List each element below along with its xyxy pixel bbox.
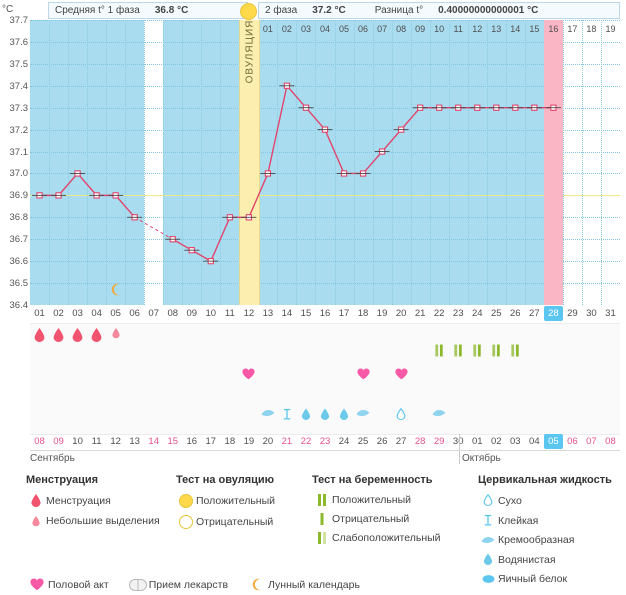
- calendar-date-strip[interactable]: [30, 434, 620, 450]
- pregnancy-test-marker[interactable]: [468, 344, 487, 360]
- phase2-day-number: 07: [377, 24, 388, 34]
- y-axis-tick: 37.2: [9, 124, 28, 136]
- cycle-day-18[interactable]: 18: [357, 308, 369, 319]
- phase2-day-number: 15: [529, 24, 540, 34]
- cycle-day-27[interactable]: 27: [529, 308, 540, 319]
- calendar-date-17[interactable]: 17: [205, 436, 217, 447]
- calendar-date-07[interactable]: 07: [586, 436, 597, 447]
- calendar-date-05[interactable]: 05: [544, 434, 563, 449]
- legend-label-dry: Сухо: [498, 494, 522, 507]
- legend-col-cervical-fluid: [478, 474, 626, 592]
- phase2-day-number: 13: [491, 24, 502, 34]
- cycle-day-01[interactable]: 01: [34, 308, 45, 319]
- legend-item-sticky: [478, 514, 626, 527]
- calendar-date-25[interactable]: 25: [357, 436, 369, 447]
- cycle-day-30[interactable]: 30: [586, 308, 597, 319]
- phase2-day-number: 16: [548, 24, 559, 34]
- menstruation-marker[interactable]: [68, 328, 87, 346]
- legend-item-ov-positive: [176, 494, 316, 508]
- y-axis-tick: 37.1: [9, 146, 28, 158]
- calendar-date-10[interactable]: 10: [72, 436, 83, 447]
- legend-label-watery: Водянистая: [498, 553, 556, 566]
- legend-label-creamy: Кремообразная: [498, 534, 575, 546]
- y-axis-tick: 37.4: [9, 80, 28, 92]
- phase2-value: 37.2 °C: [312, 5, 346, 16]
- calendar-date-16[interactable]: 16: [186, 436, 198, 447]
- legend-item-menstruation: [26, 494, 171, 508]
- cervical-fluid-marker-creamy[interactable]: [354, 408, 373, 421]
- legend-title-pregnancy-test: Тест на беременность: [312, 474, 433, 486]
- cycle-day-12[interactable]: 12: [243, 308, 255, 319]
- calendar-date-02[interactable]: 02: [490, 436, 502, 447]
- cycle-day-14[interactable]: 14: [281, 308, 293, 319]
- legend-item-medication: [127, 579, 228, 591]
- cervical-fluid-marker-watery[interactable]: [296, 408, 315, 424]
- calendar-date-18[interactable]: 18: [224, 436, 236, 447]
- creamy-icon: [478, 535, 498, 545]
- menstruation-marker[interactable]: [87, 328, 106, 346]
- cycle-day-23[interactable]: 23: [452, 308, 464, 319]
- calendar-date-12[interactable]: 12: [110, 436, 121, 447]
- legend-label-light-flow: Небольшие выделения: [46, 515, 160, 527]
- phase1-summary: [48, 2, 248, 19]
- y-axis-tick: 37.3: [9, 102, 28, 114]
- ovulation-band-label: ОВУЛЯЦИЯ: [244, 20, 256, 84]
- phase2-summary: [258, 2, 620, 19]
- legend-label-moon: Лунный календарь: [268, 578, 360, 591]
- pregnancy-test-marker[interactable]: [430, 344, 449, 360]
- calendar-date-08[interactable]: 08: [34, 436, 45, 447]
- month-right-label: Октябрь: [462, 453, 501, 464]
- legend-item-preg-negative: [312, 513, 482, 525]
- phase2-label: 2 фаза: [265, 5, 298, 16]
- phase2-day-number: 09: [415, 24, 426, 34]
- cycle-day-03[interactable]: 03: [72, 308, 83, 319]
- calendar-date-14[interactable]: 14: [148, 436, 159, 447]
- cycle-day-29[interactable]: 29: [567, 308, 578, 319]
- calendar-date-01[interactable]: 01: [471, 436, 483, 447]
- cervical-fluid-marker-creamy[interactable]: [258, 408, 277, 421]
- watery-icon: [478, 553, 498, 566]
- cycle-day-02[interactable]: 02: [53, 308, 64, 319]
- legend-title-ovulation-test: Тест на овуляцию: [176, 474, 275, 486]
- pregnancy-test-marker[interactable]: [506, 344, 525, 360]
- legend-label-ov-positive: Положительный: [196, 495, 276, 507]
- menstruation-light-marker[interactable]: [106, 328, 125, 342]
- phase1-value: 36.8 °C: [154, 5, 189, 16]
- phase2-day-number: 10: [434, 24, 445, 34]
- empty-circle-icon: [176, 515, 196, 529]
- cycle-day-09[interactable]: 09: [186, 308, 198, 319]
- day-number-strip[interactable]: [30, 306, 620, 322]
- month-left-label: Сентябрь: [30, 453, 75, 464]
- cycle-day-04[interactable]: 04: [91, 308, 102, 319]
- cycle-day-19[interactable]: 19: [376, 308, 388, 319]
- calendar-date-23[interactable]: 23: [319, 436, 331, 447]
- calendar-date-03[interactable]: 03: [510, 436, 521, 447]
- calendar-date-06[interactable]: 06: [567, 436, 578, 447]
- cycle-day-20[interactable]: 20: [395, 308, 407, 319]
- legend-col-ovulation-test: [176, 474, 316, 536]
- legend-label-intercourse: Половой акт: [48, 578, 109, 591]
- cervical-fluid-marker-sticky[interactable]: [277, 408, 296, 424]
- y-axis-unit: °C: [2, 4, 14, 15]
- cervical-fluid-marker-dry[interactable]: [392, 408, 411, 424]
- legend-label-ov-negative: Отрицательный: [196, 516, 274, 528]
- two-bars-icon: [312, 494, 332, 506]
- legend-item-moon: [246, 578, 360, 591]
- y-axis-tick: 36.8: [9, 212, 28, 224]
- phase2-day-number: 06: [358, 24, 369, 34]
- cycle-day-24[interactable]: 24: [471, 308, 483, 319]
- cycle-day-10[interactable]: 10: [205, 308, 217, 319]
- temperature-line: [30, 20, 620, 305]
- ovulation-dot-icon: [240, 3, 257, 20]
- cycle-day-05[interactable]: 05: [110, 308, 121, 319]
- legend-col-pregnancy-test: [312, 474, 482, 551]
- calendar-date-09[interactable]: 09: [53, 436, 64, 447]
- phase2-day-number: 08: [396, 24, 407, 34]
- y-axis-tick: 37.7: [9, 15, 28, 26]
- y-axis-tick: 37.6: [9, 36, 28, 48]
- calendar-date-11[interactable]: 11: [91, 436, 102, 447]
- phase2-day-number: 17: [567, 24, 578, 34]
- legend-title-menstruation: Менструация: [26, 474, 99, 486]
- calendar-date-22[interactable]: 22: [300, 436, 312, 447]
- calendar-date-21[interactable]: 21: [281, 436, 293, 447]
- legend-item-light-flow: [26, 515, 171, 527]
- phase2-day-number: 04: [319, 24, 330, 34]
- menstruation-marker[interactable]: [49, 328, 68, 346]
- calendar-date-19[interactable]: 19: [243, 436, 255, 447]
- cervical-fluid-marker-creamy[interactable]: [430, 408, 449, 421]
- cervical-fluid-marker-watery[interactable]: [335, 408, 354, 424]
- cycle-day-21[interactable]: 21: [414, 308, 426, 319]
- legend-item-intercourse: [26, 578, 109, 591]
- chart-header: [30, 2, 620, 20]
- y-axis-tick: 36.7: [9, 234, 28, 246]
- calendar-date-27[interactable]: 27: [395, 436, 407, 447]
- cycle-day-26[interactable]: 26: [510, 308, 521, 319]
- y-axis-tick: 37.0: [9, 168, 28, 180]
- cycle-day-08[interactable]: 08: [167, 308, 179, 319]
- legend-item-preg-weak: [312, 532, 482, 544]
- calendar-date-20[interactable]: 20: [262, 436, 274, 447]
- y-axis-tick: 36.9: [9, 190, 28, 202]
- calendar-date-30[interactable]: 30: [452, 436, 464, 447]
- legend: [26, 474, 616, 592]
- month-labels: [30, 450, 620, 465]
- intercourse-marker[interactable]: [392, 368, 411, 383]
- legend-item-creamy: [478, 534, 626, 546]
- intercourse-marker[interactable]: [354, 368, 373, 383]
- sticky-icon: [478, 514, 498, 527]
- cycle-day-11[interactable]: 11: [224, 308, 235, 319]
- filled-circle-icon: [176, 494, 196, 508]
- cycle-day-16[interactable]: 16: [319, 308, 331, 319]
- legend-title-cervical-fluid: Цервикальная жидкость: [478, 474, 612, 486]
- pink-heart-icon: [26, 578, 48, 591]
- legend-label-menstruation: Менструация: [46, 495, 111, 507]
- calendar-date-08[interactable]: 08: [605, 436, 616, 447]
- y-axis-tick: 37.5: [9, 58, 28, 70]
- phase2-day-number: 14: [510, 24, 521, 34]
- legend-item-watery: [478, 553, 626, 566]
- calendar-date-13[interactable]: 13: [129, 436, 140, 447]
- pill-icon: [127, 579, 149, 591]
- phase2-day-number: 11: [453, 24, 463, 34]
- cycle-day-25[interactable]: 25: [490, 308, 502, 319]
- phase2-day-number: 01: [262, 24, 273, 34]
- dry-icon: [478, 494, 498, 507]
- legend-label-sticky: Клейкая: [498, 514, 539, 527]
- legend-label-preg-positive: Положительный: [332, 494, 412, 506]
- small-blood-drop-icon: [26, 516, 46, 527]
- y-axis-tick: 36.6: [9, 256, 28, 268]
- calendar-date-24[interactable]: 24: [338, 436, 350, 447]
- diff-label: Разница t°: [374, 5, 424, 16]
- calendar-date-04[interactable]: 04: [529, 436, 540, 447]
- cycle-day-15[interactable]: 15: [300, 308, 312, 319]
- calendar-date-15[interactable]: 15: [167, 436, 179, 447]
- cycle-day-31[interactable]: 31: [605, 308, 616, 319]
- cervical-fluid-marker-watery[interactable]: [315, 408, 334, 424]
- legend-label-medication: Прием лекарств: [148, 578, 229, 591]
- phase2-day-number: 05: [339, 24, 350, 34]
- phase1-label: Средняя t° 1 фаза: [55, 5, 140, 16]
- menstruation-marker[interactable]: [30, 328, 49, 346]
- legend-label-eggwhite: Яичный белок: [498, 573, 568, 585]
- moon-icon: [246, 578, 268, 591]
- legend-col-menstruation: [26, 474, 171, 534]
- diff-value: 0.40000000000001 °C: [438, 5, 539, 16]
- phase2-day-number: 19: [605, 24, 616, 34]
- calendar-date-26[interactable]: 26: [376, 436, 388, 447]
- legend-item-preg-positive: [312, 494, 482, 506]
- calendar-date-29[interactable]: 29: [433, 436, 445, 447]
- intercourse-marker[interactable]: [239, 368, 258, 383]
- phase2-day-number: 02: [281, 24, 292, 34]
- legend-label-preg-weak: Слабоположительный: [332, 532, 441, 544]
- legend-item-dry: [478, 494, 626, 507]
- blood-drop-icon: [26, 494, 46, 508]
- phase2-day-number: 12: [472, 24, 483, 34]
- cycle-day-13[interactable]: 13: [262, 308, 274, 319]
- phase2-day-number: 03: [300, 24, 311, 34]
- calendar-date-28[interactable]: 28: [414, 436, 426, 447]
- legend-item-ov-negative: [176, 515, 316, 529]
- bar-plus-faint-icon: [312, 532, 332, 544]
- temperature-chart: [30, 20, 620, 305]
- legend-bottom-row: [26, 578, 616, 591]
- pregnancy-test-marker[interactable]: [487, 344, 506, 360]
- cycle-day-17[interactable]: 17: [338, 308, 350, 319]
- one-bar-icon: [312, 513, 332, 525]
- cycle-day-07[interactable]: 07: [148, 308, 159, 319]
- cycle-day-22[interactable]: 22: [433, 308, 445, 319]
- marker-rows: [30, 323, 620, 435]
- phase2-day-number: 18: [586, 24, 597, 34]
- cycle-day-06[interactable]: 06: [129, 308, 140, 319]
- cycle-day-28[interactable]: 28: [544, 306, 563, 321]
- y-axis-tick: 36.4: [9, 300, 28, 311]
- pregnancy-test-marker[interactable]: [449, 344, 468, 360]
- y-axis-tick: 36.5: [9, 278, 28, 290]
- legend-label-preg-negative: Отрицательный: [332, 513, 410, 525]
